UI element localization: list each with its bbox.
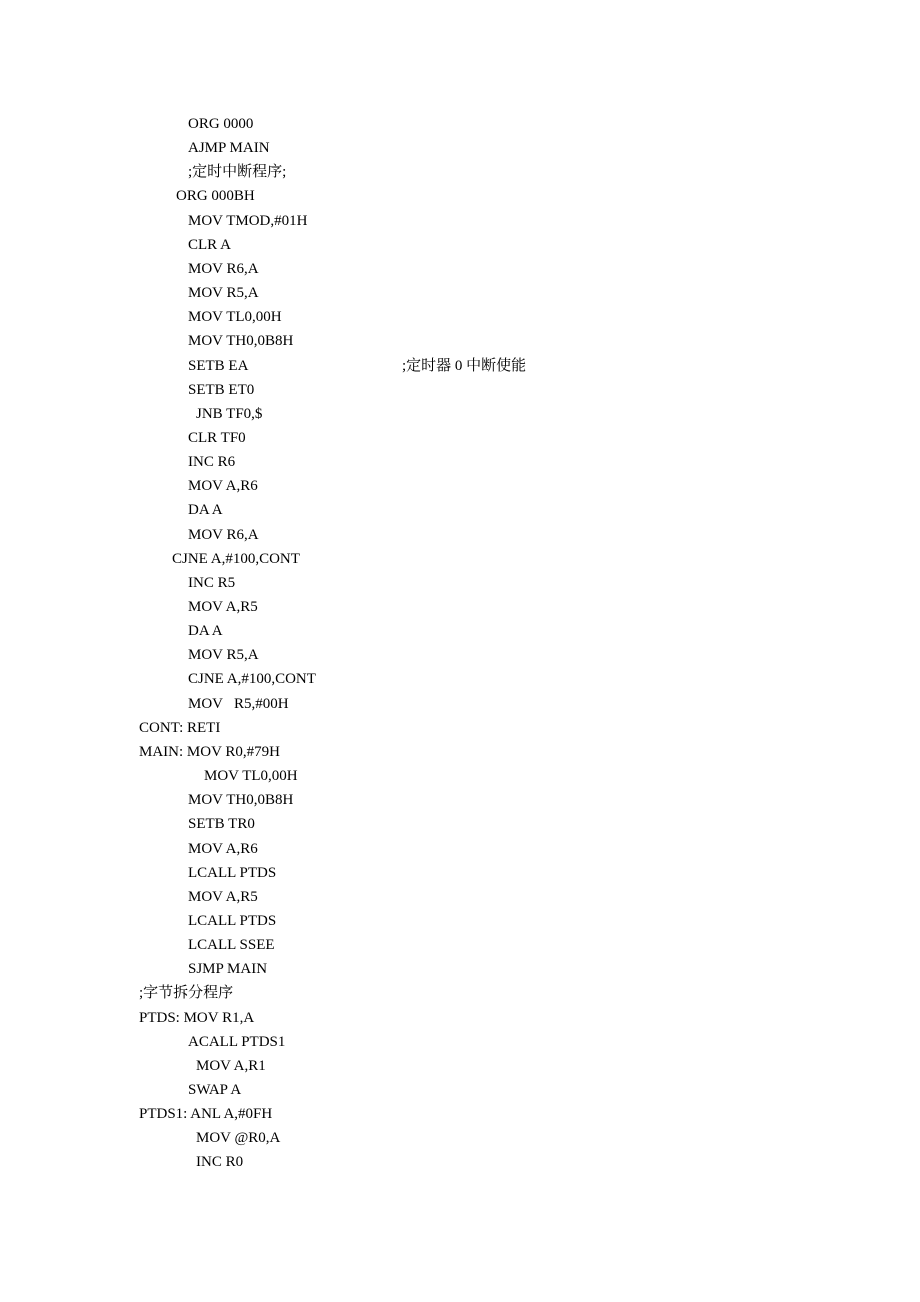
code-text: INC R6: [188, 454, 236, 470]
code-text: MOV TL0,00H: [188, 309, 282, 325]
code-line: [0, 643, 900, 667]
code-line: [0, 788, 900, 812]
code-text: MOV TL0,00H: [204, 768, 298, 784]
code-line: [0, 692, 900, 716]
code-text: CJNE A,#100,CONT: [188, 671, 316, 687]
code-text: MOV R5,A: [188, 647, 259, 663]
code-text: PTDS1: ANL A,#0FH: [139, 1106, 273, 1122]
code-text: ACALL PTDS1: [188, 1034, 286, 1050]
code-text: ORG 000BH: [176, 188, 255, 204]
code-text: ;定时中断程序;: [188, 164, 287, 180]
code-text: CONT: RETI: [139, 720, 221, 736]
code-line: [0, 885, 900, 909]
code-text: LCALL PTDS: [188, 913, 277, 929]
code-text: DA A: [188, 502, 223, 518]
code-line: [0, 1054, 900, 1078]
code-text: MOV R6,A: [188, 261, 259, 277]
code-text: MAIN: MOV R0,#79H: [139, 744, 280, 760]
code-line: [0, 257, 900, 281]
code-line: [0, 1078, 900, 1102]
code-text: INC R0: [196, 1154, 244, 1170]
code-line: [0, 474, 900, 498]
code-line: [0, 184, 900, 208]
code-text: SWAP A: [188, 1082, 242, 1098]
code-text: MOV TMOD,#01H: [188, 213, 308, 229]
code-line: [0, 740, 900, 764]
code-text: SETB ET0: [188, 382, 255, 398]
code-text: MOV TH0,0B8H: [188, 792, 294, 808]
code-line: [0, 909, 900, 933]
code-text: MOV A,R6: [188, 841, 258, 857]
code-line: [0, 812, 900, 836]
code-line: [0, 209, 900, 233]
code-text: MOV R5,A: [188, 285, 259, 301]
code-line: [0, 1006, 900, 1030]
code-line: [0, 1102, 900, 1126]
code-text: MOV R5,#00H: [188, 696, 289, 712]
code-text: AJMP MAIN: [188, 140, 270, 156]
code-line: [0, 667, 900, 691]
code-line: [0, 112, 900, 136]
code-text: LCALL SSEE: [188, 937, 275, 953]
code-line: [0, 933, 900, 957]
code-text: SJMP MAIN: [188, 961, 268, 977]
code-line: [0, 329, 900, 353]
code-line: [0, 1030, 900, 1054]
code-text: ;字节拆分程序: [139, 985, 234, 1001]
code-line: [0, 378, 900, 402]
code-line: [0, 595, 900, 619]
code-line: [0, 450, 900, 474]
code-text: CJNE A,#100,CONT: [172, 551, 300, 567]
code-line: [0, 981, 900, 1005]
code-line: [0, 305, 900, 329]
code-line: [0, 716, 900, 740]
code-text: LCALL PTDS: [188, 865, 277, 881]
code-text: DA A: [188, 623, 223, 639]
code-line: [0, 1150, 900, 1174]
code-line: [0, 861, 900, 885]
code-text: MOV A,R5: [188, 599, 258, 615]
code-line: [0, 1126, 900, 1150]
code-line: [0, 619, 900, 643]
code-text: CLR A: [188, 237, 231, 253]
code-line: [0, 837, 900, 861]
code-line: [0, 136, 900, 160]
code-text: SETB TR0: [188, 816, 255, 832]
code-line: [0, 160, 900, 184]
code-line: [0, 764, 900, 788]
code-line: [0, 402, 900, 426]
code-text: SETB EA: [188, 358, 249, 374]
code-text: CLR TF0: [188, 430, 246, 446]
code-text: MOV TH0,0B8H: [188, 333, 294, 349]
code-line: [0, 498, 900, 522]
code-line: [0, 957, 900, 981]
code-text: PTDS: MOV R1,A: [139, 1010, 255, 1026]
code-text: JNB TF0,$: [196, 406, 263, 422]
code-comment: ;定时器 0 中断使能: [402, 358, 527, 374]
code-text: MOV A,R1: [196, 1058, 266, 1074]
code-text: INC R5: [188, 575, 236, 591]
code-line: [0, 523, 900, 547]
code-text: MOV A,R6: [188, 478, 258, 494]
code-text: ORG 0000: [188, 116, 254, 132]
code-line: [0, 426, 900, 450]
code-line: [0, 233, 900, 257]
code-line: [0, 547, 900, 571]
code-text: MOV R6,A: [188, 527, 259, 543]
code-line: [0, 281, 900, 305]
code-text: MOV @R0,A: [196, 1130, 281, 1146]
code-line: [0, 571, 900, 595]
code-line: [0, 354, 900, 378]
code-text: MOV A,R5: [188, 889, 258, 905]
